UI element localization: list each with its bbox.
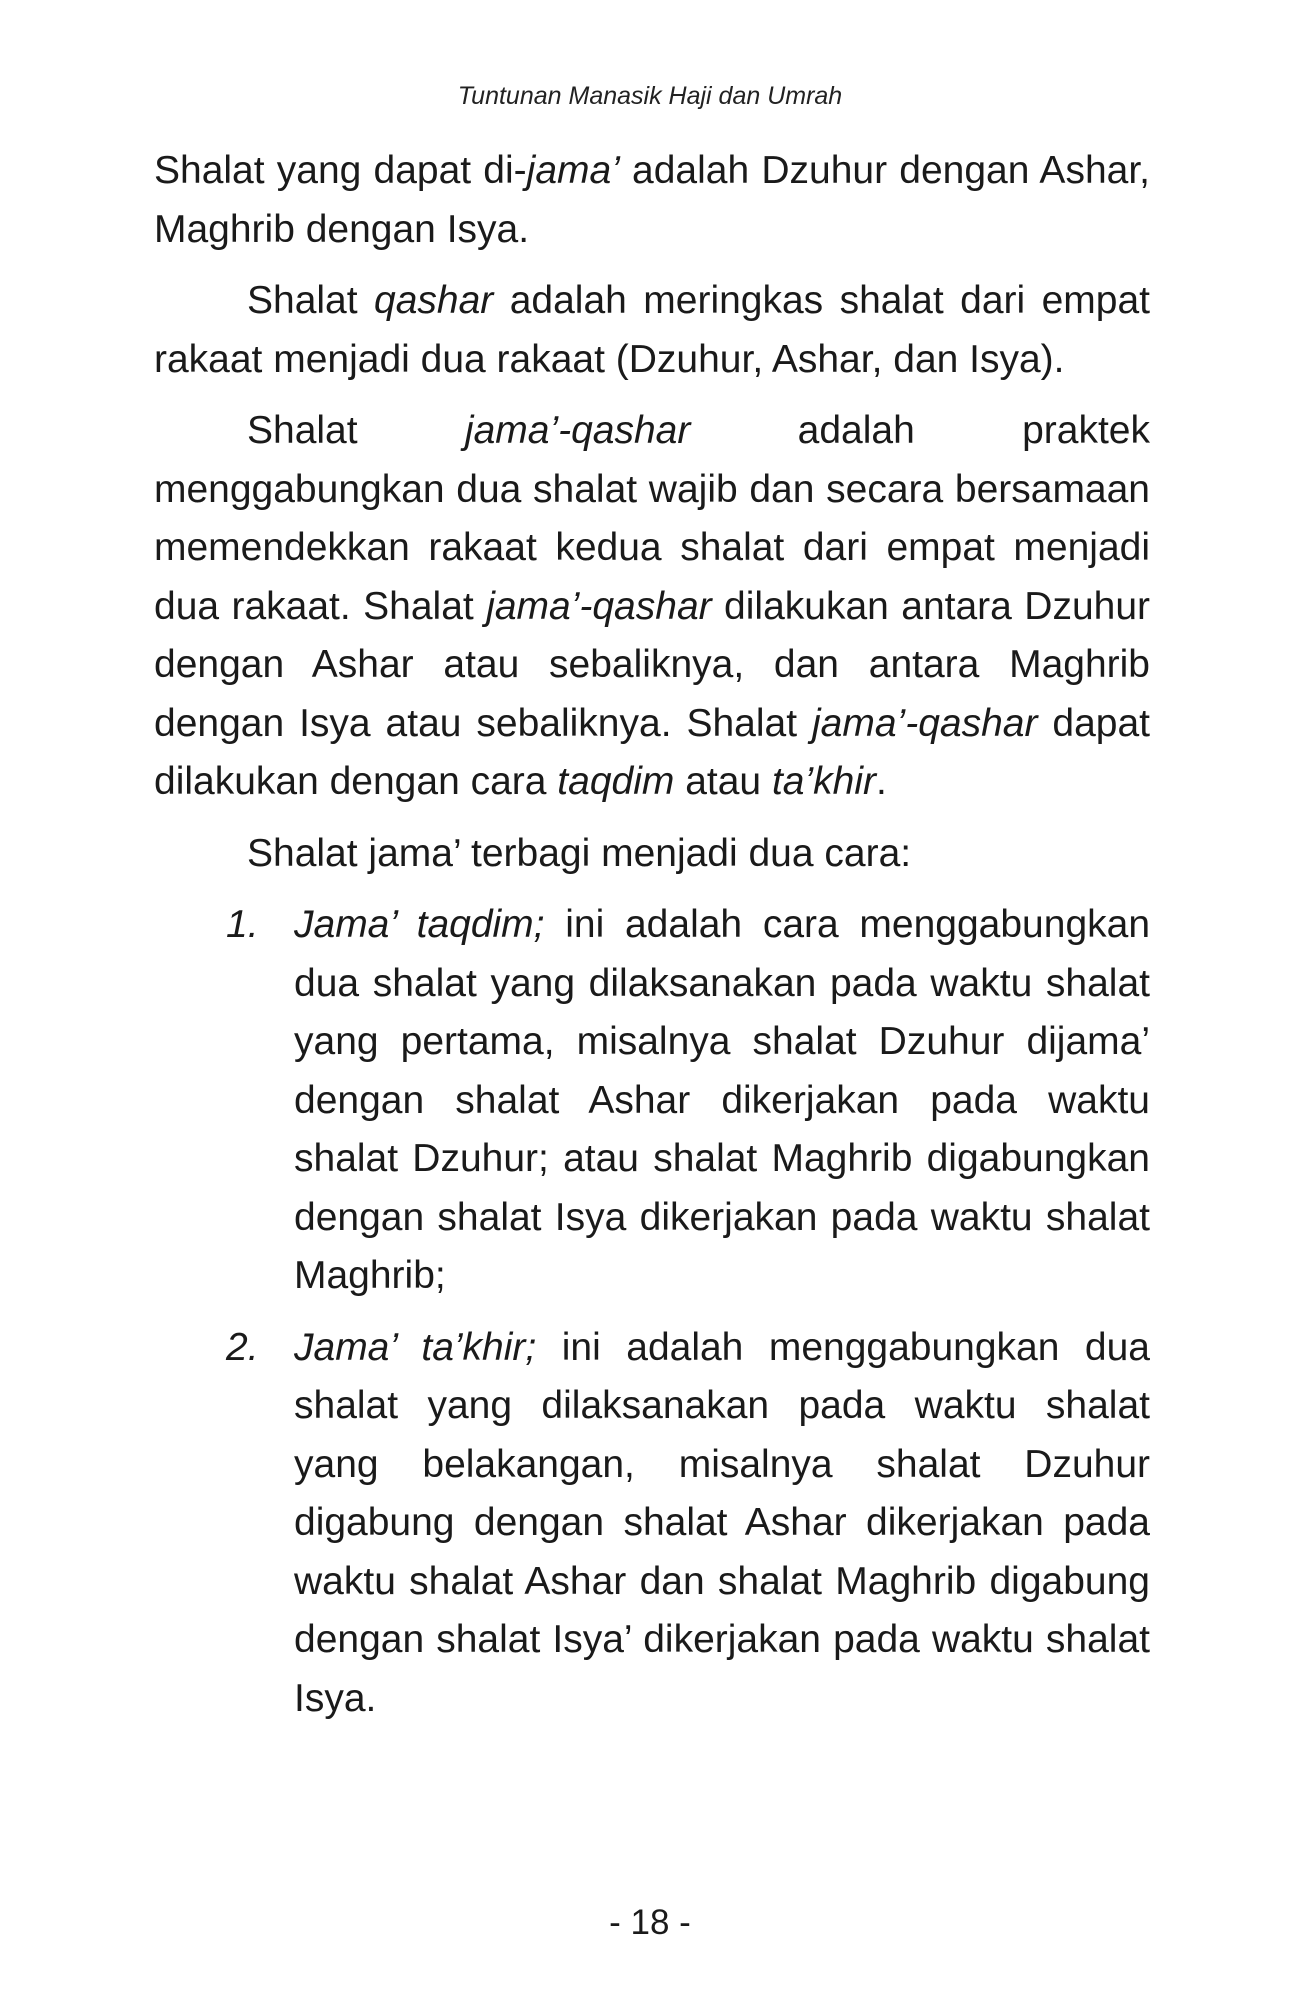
list-number: 1. <box>226 903 259 946</box>
paragraph-jama-qashar-definition <box>154 402 1150 812</box>
list-item <box>154 896 1150 1306</box>
text-run: atau <box>674 760 772 803</box>
paragraph-qashar-definition <box>154 272 1150 389</box>
body-text <box>154 142 1150 1741</box>
text-run: adalah Dzuhur dengan Ashar, Maghrib dengan Isya. <box>154 149 1150 251</box>
italic-term: jama’-qashar <box>486 584 712 628</box>
text-run: adalah meringkas shalat dari empat rakaat menjadi dua rakaat (Dzuhur, Ashar, dan Isya). <box>154 279 1150 381</box>
text-run: dapat dilakukan dengan cara <box>154 701 1150 803</box>
list-text: ini adalah menggabungkan dua shalat yang dilaksanakan pada waktu shalat yang belakangan, misalnya shalat Dzuhur digabung dengan shalat Ashar dikerjakan pada waktu shalat Ashar dan shalat Maghrib digabung dengan shalat Isya’ dikerjakan pada waktu shalat Isya. <box>294 1325 1150 1720</box>
numbered-list <box>154 896 1150 1728</box>
italic-term: taqdim <box>557 760 675 803</box>
text-run: Shalat yang dapat di- <box>154 149 527 192</box>
text-run: dilakukan antara Dzuhur dengan Ashar atau sebaliknya, dan antara Maghrib dengan Isya atau sebaliknya. Shalat <box>154 584 1151 745</box>
italic-term: jama’ <box>526 149 620 192</box>
italic-term: qashar <box>374 279 494 322</box>
text-run: . <box>875 760 887 803</box>
text-run: Shalat <box>247 409 465 452</box>
list-number: 2. <box>226 1325 259 1369</box>
list-text: ini adalah cara menggabungkan dua shalat yang dilaksanakan pada waktu shalat yang pertama, misalnya shalat Dzuhur dijama’ dengan shalat Ashar dikerjakan pada waktu shalat Dzuhur; atau shalat Maghrib digabungkan dengan shalat Isya dikerjakan pada waktu shalat Maghrib; <box>294 903 1151 1297</box>
italic-term: jama’-qashar <box>464 409 691 452</box>
italic-term: jama’-qashar <box>812 701 1038 745</box>
list-term: Jama’ ta’khir; <box>294 1325 537 1369</box>
list-term: Jama’ taqdim; <box>294 903 545 946</box>
list-item <box>154 1319 1150 1729</box>
page-number: - 18 - <box>609 1903 691 1942</box>
text-run: adalah praktek menggabungkan dua shalat wajib dan secara bersamaan memendekkan rakaat kedua shalat dari empat menjadi dua rakaat. Shalat <box>154 409 1150 628</box>
running-header: Tuntunan Manasik Haji dan Umrah <box>457 82 843 110</box>
italic-term: ta’khir <box>771 760 876 803</box>
paragraph-list-intro: Shalat jama’ terbagi menjadi dua cara: <box>247 831 912 875</box>
text-run: Shalat <box>247 279 375 322</box>
paragraph-jama-definition <box>154 142 1150 259</box>
